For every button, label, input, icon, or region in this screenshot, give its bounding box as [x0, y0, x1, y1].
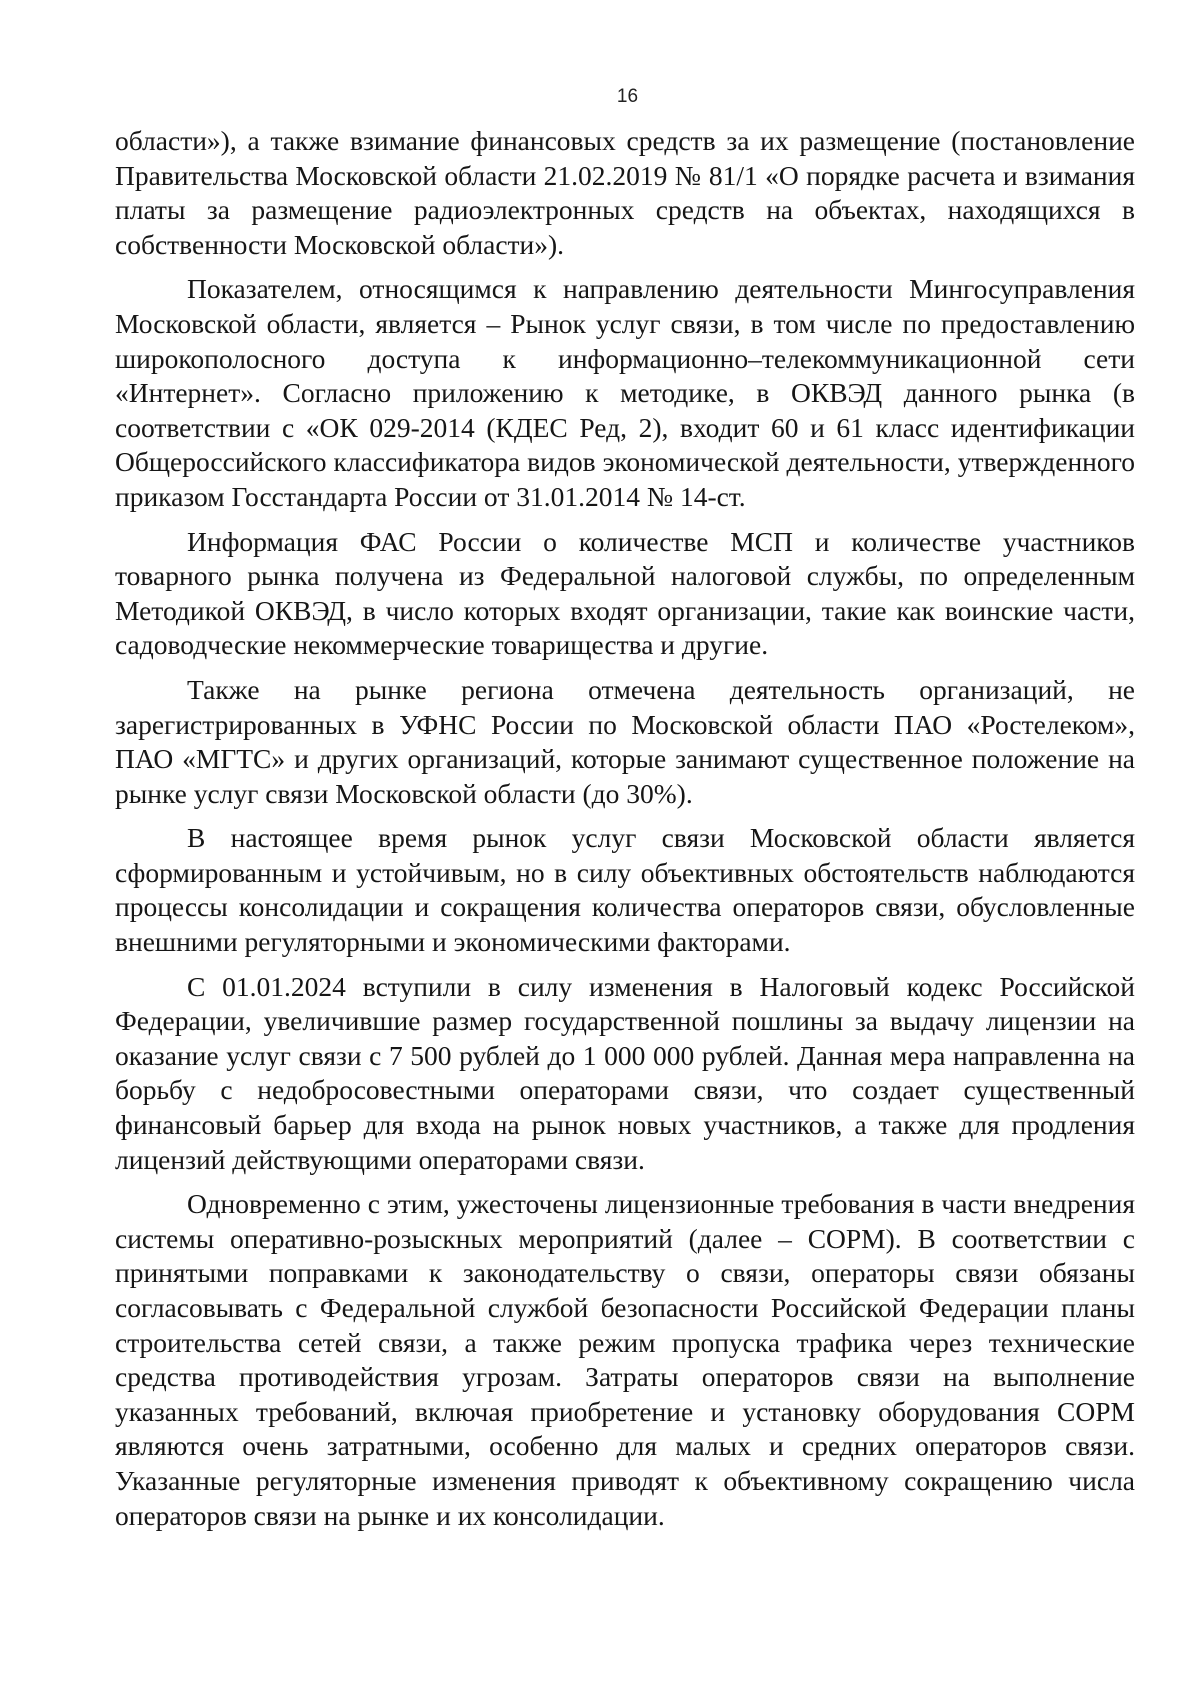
paragraph-fas-information: Информация ФАС России о количестве МСП и количестве участников товарного рынка получена из Федеральной налоговой службы, по определенным Методикой ОКВЭД, в число которых входят организации, такие как воинские части, садоводческие некоммерческие товарищества и другие.: [115, 525, 1135, 661]
paragraph-market-consolidation: В настоящее время рынок услуг связи Московской области является сформированным и устойчивым, но в силу объективных обстоятельств наблюдаются процессы консолидации и сокращения количества операторов связи, обусловленные внешними регуляторными и экономическими факторами.: [115, 822, 1135, 958]
paragraph-tax-code-changes: С 01.01.2024 вступили в силу изменения в Налоговый кодекс Российской Федерации, увеличившие размер государственной пошлины за выдачу лицензии на оказание услуг связи с 7 500 рублей до 1 000 000 рублей. Данная мера направленна на борьбу с недобросовестными операторами связи, что создает существенный финансовый барьер для входа на рынок новых участников, а также для продления лицензий действующими операторами связи.: [115, 970, 1135, 1175]
paragraph-unregistered-organizations: Также на рынке региона отмечена деятельность организаций, не зарегистрированных в УФНС России по Московской области ПАО «Ростелеком», ПАО «МГТС» и других организаций, которые занимают существенное положение на рынке услуг связи Московской области (до 30%).: [115, 673, 1135, 809]
paragraph-market-indicator: Показателем, относящимся к направлению деятельности Мингосуправления Московской области, является – Рынок услуг связи, в том числе по предоставлению широкополосного доступа к информационно–телекоммуникационной сети «Интернет». Согласно приложению к методике, в ОКВЭД данного рынка (в соответствии с «ОК 029-2014 (КДЕС Ред, 2), входит 60 и 61 класс идентификации Общероссийского классификатора видов экономической деятельности, утвержденного приказом Госстандарта России от 31.01.2014 № 14-ст.: [115, 273, 1135, 512]
paragraph-continuation: области»), а также взимание финансовых средств за их размещение (постановление Правительства Московской области 21.02.2019 № 81/1 «О порядке расчета и взимания платы за размещение радиоэлектронных средств на объектах, находящихся в собственности Московской области»).: [115, 125, 1135, 260]
paragraph-sorm-requirements: Одновременно с этим, ужесточены лицензионные требования в части внедрения системы оперативно-розыскных мероприятий (далее – СОРМ). В соответствии с принятыми поправками к законодательству о связи, операторы связи обязаны согласовывать с Федеральной службой безопасности Российской Федерации планы строительства сетей связи, а также режим пропуска трафика через технические средства противодействия угрозам. Затраты операторов связи на выполнение указанных требований, включая приобретение и установку оборудования СОРМ являются очень затратными, особенно для малых и средних операторов связи. Указанные регуляторные изменения приводят к объективному сокращению числа операторов связи на рынке и их консолидации.: [115, 1188, 1135, 1531]
document-body: [115, 124, 1135, 1543]
page-number: 16: [616, 86, 639, 107]
